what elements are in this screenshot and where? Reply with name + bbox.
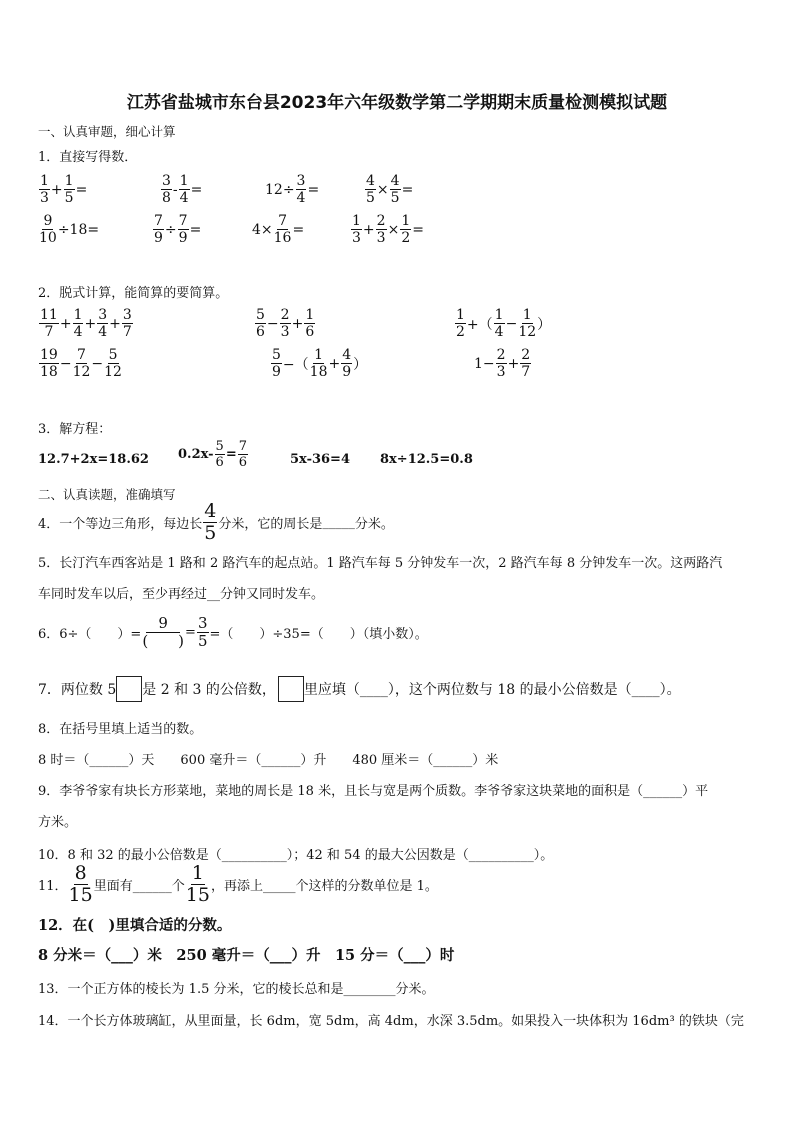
question-11: 11． $\frac{8}{15}$ 里面有______个 $\frac{1}{15}$ ，再添上_____个这样的分数单位是 1。 <box>38 862 438 906</box>
q1-item-5: $\frac{9}{10}$ ÷18= <box>39 213 100 246</box>
question-6: 6．6÷（ ）= $\frac{9}{( )}$ = $\frac{3}{5}$ =（ ）÷35=（ ）（填小数）。 <box>38 614 428 650</box>
question-9-line-1: 9．李爷爷家有块长方形菜地，菜地的周长是 18 米，且长与宽是两个质数。李爷爷家这块菜地的面积是（______）平 <box>38 784 709 799</box>
question-9-line-2: 方米。 <box>38 815 78 830</box>
q2-expression-6: 1− $\frac{2}{3}$ + $\frac{2}{7}$ <box>474 347 531 380</box>
q2-expression-3: $\frac{1}{2}$ +（ $\frac{1}{4}$ − $\frac{1}{12}$ ） <box>456 307 552 340</box>
question-8-heading: 8．在括号里填上适当的数。 <box>38 722 203 737</box>
q3-equation-4: 8x÷12.5=0.8 <box>380 452 473 467</box>
question-5-line-2: 车同时发车以后，至少再经过__分钟又同时发车。 <box>38 587 325 602</box>
question-12-heading: 12．在( )里填合适的分数。 <box>38 917 232 934</box>
q1-item-8: $\frac{1}{3}$ + $\frac{2}{3}$ × $\frac{1}{2}$ = <box>352 213 424 246</box>
q1-item-7: 4× $\frac{7}{16}$ = <box>252 213 305 246</box>
question-10: 10．8 和 32 的最小公倍数是（__________）；42 和 54 的最大公因数是（__________）。 <box>38 848 554 863</box>
question-4: 4．一个等边三角形，每边长 $\frac{4}{5}$ 分米，它的周长是 _____ 分米。 <box>38 500 394 544</box>
q1-item-4: $\frac{4}{5}$ × $\frac{4}{5}$ = <box>366 173 414 206</box>
q1-item-2: $\frac{3}{8}$ - $\frac{1}{4}$ = <box>162 173 203 206</box>
question-2-heading: 2．脱式计算，能简算的要简算。 <box>38 286 229 301</box>
question-5-line-1: 5．长汀汽车西客站是 1 路和 2 路汽车的起点站。1 路汽车每 5 分钟发车一次，2 路汽车每 8 分钟发车一次。这两路汽 <box>38 556 723 571</box>
page-title: 江苏省盐城市东台县2023年六年级数学第二学期期末质量检测模拟试题 <box>126 93 668 113</box>
q3-equation-1: 12.7+2x=18.62 <box>38 452 149 467</box>
q2-expression-1: $\frac{11}{7}$ + $\frac{1}{4}$ + $\frac{3}{4}$ + $\frac{3}{7}$ <box>40 307 132 340</box>
q7-digit-box-1[interactable] <box>116 676 142 702</box>
question-1-heading: 1．直接写得数． <box>38 150 138 165</box>
question-8-line: 8 时＝（______）天 600 毫升＝（______）升 480 厘米＝（______）米 <box>38 753 499 768</box>
question-7: 7．两位数 5 是 2 和 3 的公倍数， 里应填（____），这个两位数与 18 的最小公倍数是（____）。 <box>38 676 681 702</box>
q3-equation-2: 0.2x- $\frac{5}{6}$ = $\frac{7}{6}$ <box>178 439 248 470</box>
q2-expression-5: $\frac{5}{9}$ −（ $\frac{1}{18}$ + $\frac{4}{9}$ ） <box>272 347 368 380</box>
q3-equation-3: 5x-36=4 <box>290 452 350 467</box>
section-1-heading: 一、认真审题，细心计算 <box>38 124 176 139</box>
q2-expression-4: $\frac{19}{18}$ − $\frac{7}{12}$ − $\frac{5}{12}$ <box>40 347 122 380</box>
q1-item-3: 12÷ $\frac{3}{4}$ = <box>265 173 320 206</box>
question-14: 14．一个长方体玻璃缸，从里面量，长 6dm，宽 5dm，高 4dm，水深 3.5dm。如果投入一块体积为 16dm³ 的铁块（完 <box>38 1014 744 1029</box>
q1-item-1: $\frac{1}{3}$ + $\frac{1}{5}$ = <box>40 173 88 206</box>
q2-expression-2: $\frac{5}{6}$ − $\frac{2}{3}$ + $\frac{1}{6}$ <box>256 307 315 340</box>
section-2-heading: 二、认真读题，准确填写 <box>38 487 176 502</box>
q1-item-6: $\frac{7}{9}$ ÷ $\frac{7}{9}$ = <box>154 213 202 246</box>
question-3-heading: 3．解方程： <box>38 422 112 437</box>
question-12-line: 8 分米＝（___）米 250 毫升＝（___）升 15 分＝（___）时 <box>38 947 455 964</box>
question-13: 13．一个正方体的棱长为 1.5 分米，它的棱长总和是________分米。 <box>38 982 435 997</box>
q7-digit-box-2[interactable] <box>278 676 304 702</box>
